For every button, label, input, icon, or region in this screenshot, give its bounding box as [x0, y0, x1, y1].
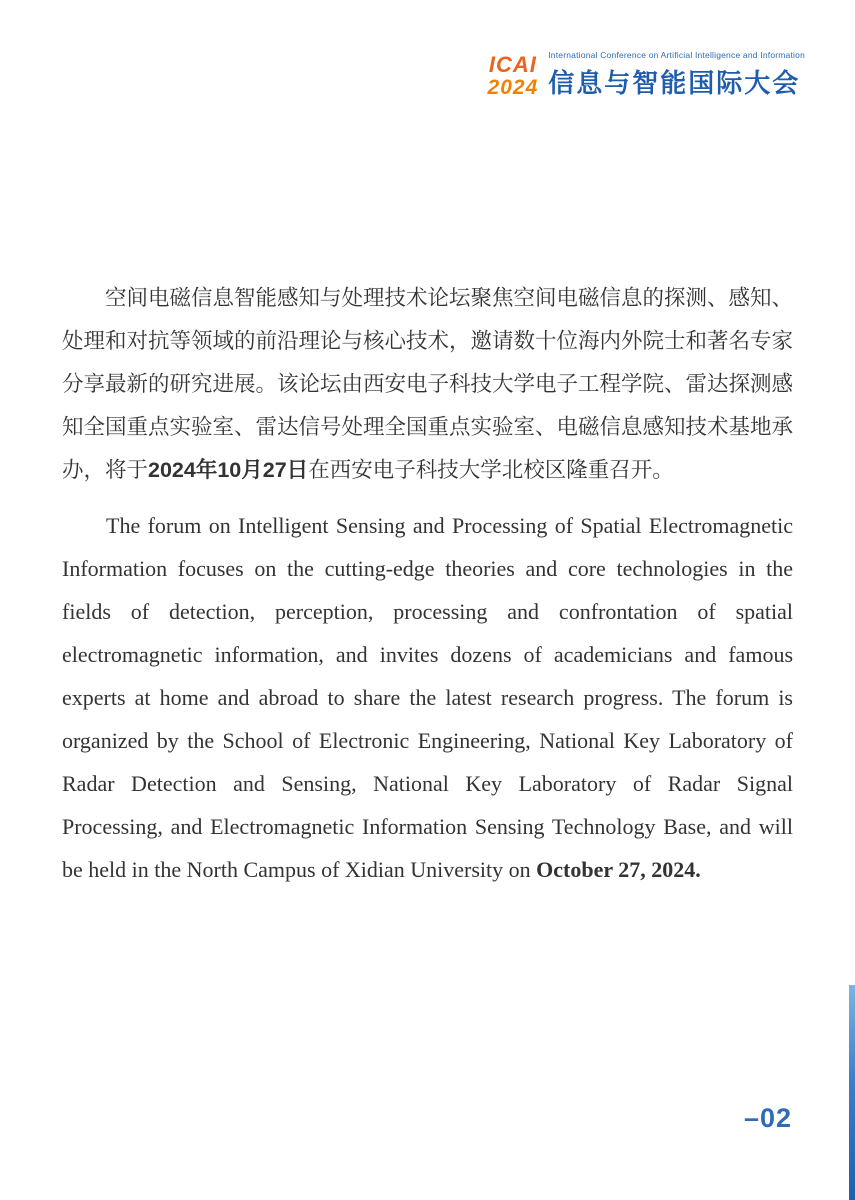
logo-title-chinese: 信息与智能国际大会	[548, 68, 801, 98]
paragraph-english	[62, 504, 793, 891]
paragraph-english-text: The forum on Intelligent Sensing and Processing of Spatial Electromagnetic Information focuses on the cutting-edge theories and core technologies in the fields of detection, perception, processing and confrontation of spatial electromagnetic information, and invites dozens of academicians and famous experts at home and abroad to share the latest research progress. The forum is organized by the School of Electronic Engineering, National Key Laboratory of Radar Detection and Sensing, National Key Laboratory of Radar Signal Processing, and Electromagnetic Information Sensing Technology Base, and will be held in the North Campus of Xidian University on	[62, 513, 793, 882]
right-edge-accent-bar	[849, 985, 855, 1200]
paragraph-chinese-text-after: 在西安电子科技大学北校区隆重召开。	[308, 458, 674, 482]
icai-logo-mark	[488, 50, 539, 99]
main-content	[62, 277, 793, 891]
forum-date-english: October 27, 2024.	[536, 857, 701, 882]
logo-text-block	[548, 50, 805, 100]
logo-acronym: ICAI	[488, 52, 537, 77]
forum-date-chinese: 2024年10月27日	[148, 458, 309, 482]
paragraph-chinese	[62, 277, 793, 492]
logo-tagline: International Conference on Artificial Intelligence and Information	[548, 50, 805, 60]
logo-year: 2024	[487, 76, 539, 99]
paragraph-chinese-text: 空间电磁信息智能感知与处理技术论坛聚焦空间电磁信息的探测、感知、处理和对抗等领域的前沿理论与核心技术，邀请数十位海内外院士和著名专家分享最新的研究进展。该论坛由西安电子科技大学电子工程学院、雷达探测感知全国重点实验室、雷达信号处理全国重点实验室、电磁信息感知技术基地承办，将于	[62, 286, 794, 482]
page-number: –02	[743, 1103, 792, 1133]
conference-logo	[488, 50, 805, 100]
